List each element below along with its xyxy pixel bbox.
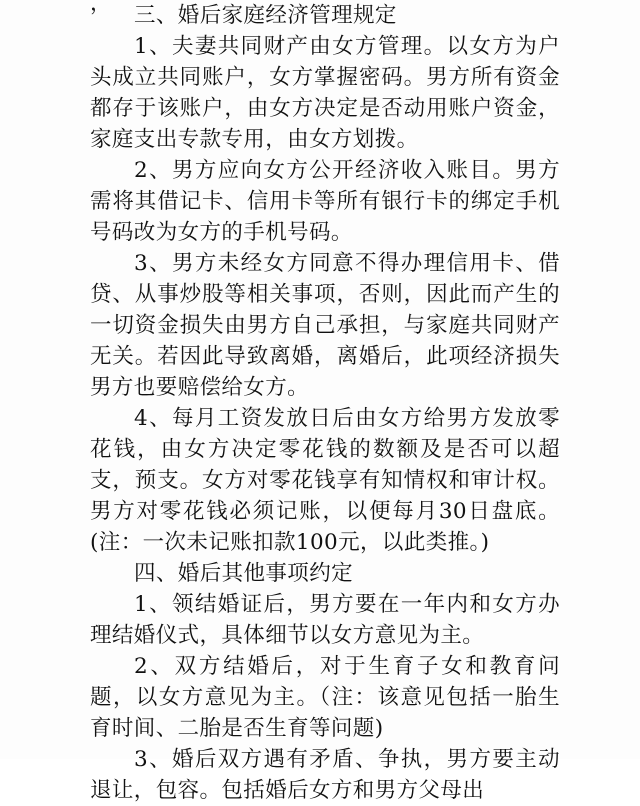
clause-paragraph: 2、双方结婚后，对于生育子女和教育问题，以女方意见为主。（注：该意见包括一胎生育时间、二胎是否生育等问题) <box>90 654 560 741</box>
clause-paragraph: 3、婚后双方遇有矛盾、争执，男方要主动退让，包容。包括婚后女方和男方父母出 <box>90 747 560 803</box>
section-heading-other-matters: 四、婚后其他事项约定 <box>134 561 354 586</box>
section-heading-economic-management: 三、婚后家庭经济管理规定 <box>134 3 397 28</box>
clause-paragraph: 1、领结婚证后，男方要在一年内和女方办理结婚仪式，具体细节以女方意见为主。 <box>90 592 560 648</box>
document-body: ， 三、婚后家庭经济管理规定 1、夫妻共同财产由女方管理。以女方为户头成立共同账户，女方掌握密码。男方所有资金都存于该账户，由女方决定是否动用账户资金，家庭支出专款专用，由女方划拨。 2、男方应向女方公开经济收入账目。男方需将其借记卡、信用卡等所有银行卡的绑定手机号码改为女方的手机号码。 3、男方未经女方同意不得办理信用卡、借贷、从事炒股等相关事项，否则，因此而产生的一切资金损失由男方自己承担，与家庭共同财产无关。若因此导致离婚，离婚后，此项经济损失男方也要赔偿给女方。 4、每月工资发放日后由女方给男方发放零花钱，由女方决定零花钱的数额及是否可以超支，预支。女方对零花钱享有知情权和审计权。男方对零花钱必须记账，以便每月30日盘底。(注：一次未记账扣款100元，以此类推。) 四、婚后其他事项约定 1、领结婚证后，男方要在一年内和女方办理结婚仪式，具体细节以女方意见为主。 2、双方结婚后，对于生育子女和教育问题，以女方意见为主。（注：该意见包括一胎生育时间、二胎是否生育等问题) 3、婚后双方遇有矛盾、争执，男方要主动退让，包容。包括婚后女方和男方父母出 <box>90 0 560 806</box>
clause-paragraph: 3、男方未经女方同意不得办理信用卡、借贷、从事炒股等相关事项，否则，因此而产生的一切资金损失由男方自己承担，与家庭共同财产无关。若因此导致离婚，离婚后，此项经济损失男方也要赔偿给女方。 <box>90 251 560 400</box>
clause-paragraph: 1、夫妻共同财产由女方管理。以女方为户头成立共同账户，女方掌握密码。男方所有资金都存于该账户，由女方决定是否动用账户资金，家庭支出专款专用，由女方划拨。 <box>90 34 560 152</box>
clause-paragraph: 2、男方应向女方公开经济收入账目。男方需将其借记卡、信用卡等所有银行卡的绑定手机号码改为女方的手机号码。 <box>90 158 560 245</box>
clause-paragraph: 4、每月工资发放日后由女方给男方发放零花钱，由女方决定零花钱的数额及是否可以超支，预支。女方对零花钱享有知情权和审计权。男方对零花钱必须记账，以便每月30日盘底。(注：一次未记账扣款100元，以此类推。) <box>90 406 560 555</box>
